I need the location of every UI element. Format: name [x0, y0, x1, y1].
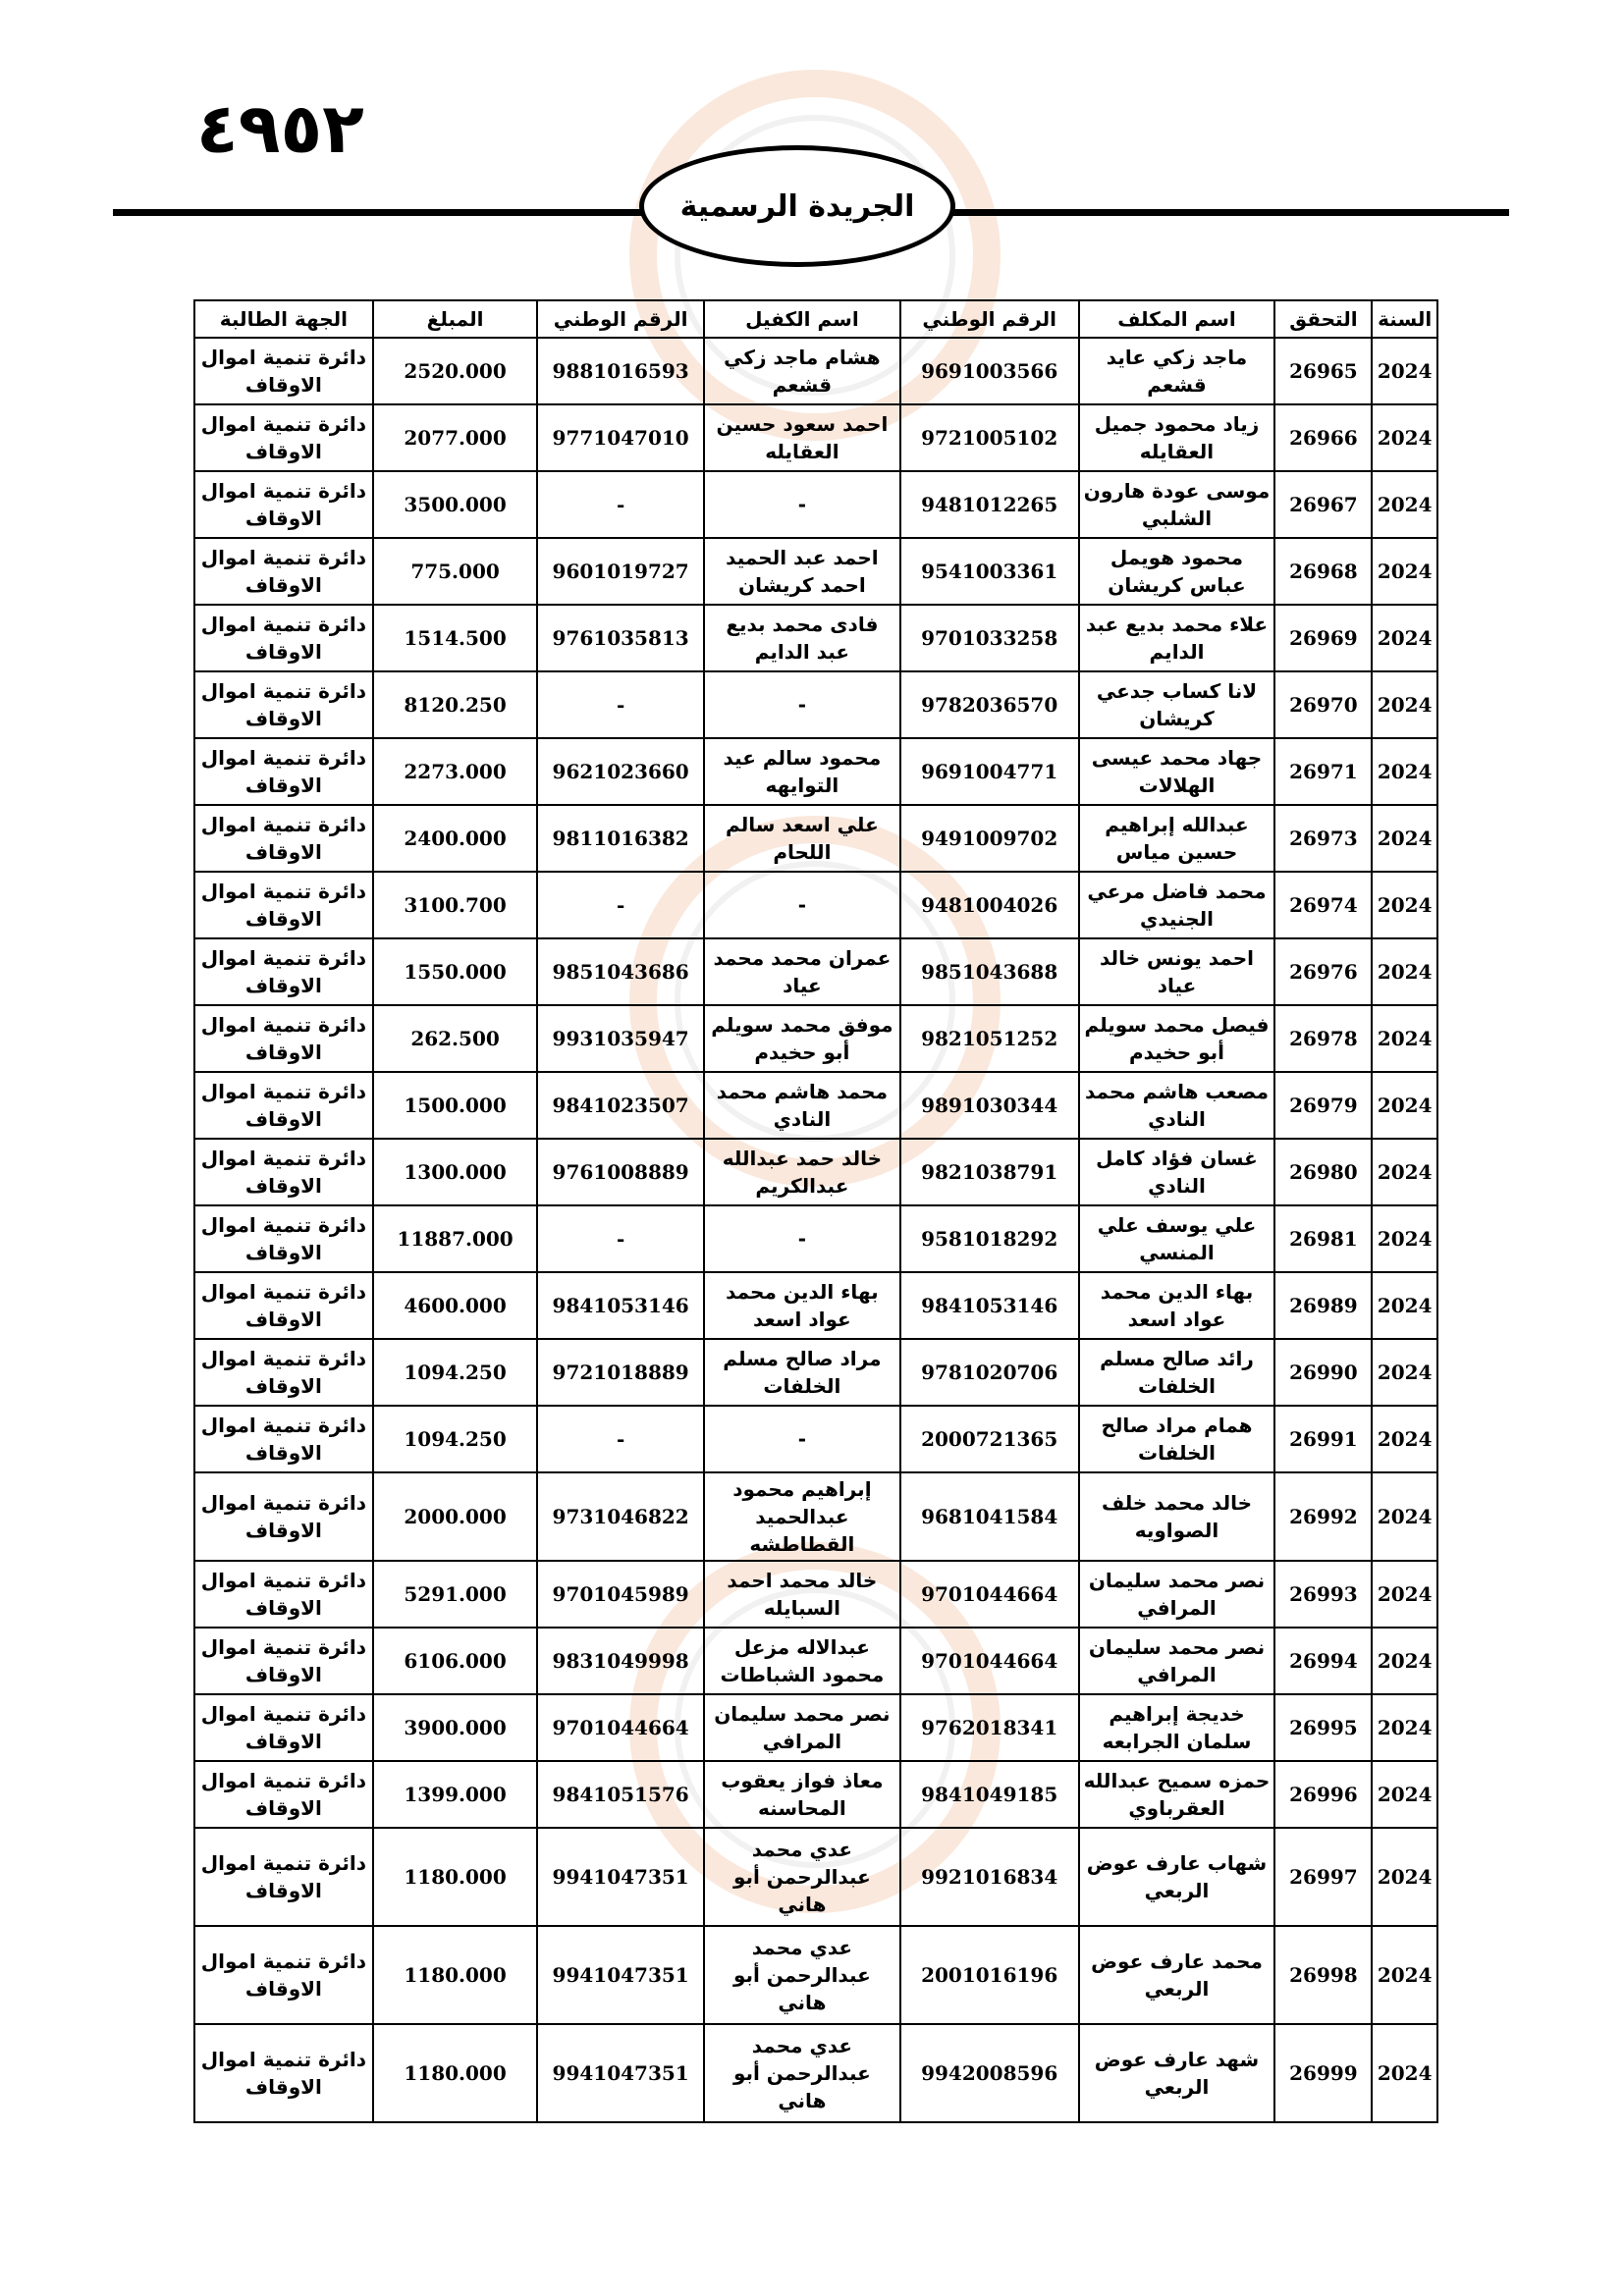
cell-check: 26980	[1274, 1139, 1372, 1205]
cell-year: 2024	[1372, 671, 1437, 738]
cell-name: شهاب عارف عوض الربعي	[1079, 1828, 1275, 1926]
cell-name: خديجة إبراهيم سلمان الجرابعه	[1079, 1694, 1275, 1761]
cell-check: 26995	[1274, 1694, 1372, 1761]
cell-name: محمد فاضل مرعي الجنيدي	[1079, 872, 1275, 938]
cell-name: احمد يونس خالد عياد	[1079, 938, 1275, 1005]
cell-year: 2024	[1372, 805, 1437, 872]
cell-department: دائرة تنمية اموال الاوقاف	[194, 1561, 373, 1628]
cell-year: 2024	[1372, 1339, 1437, 1406]
table-row	[194, 1339, 1437, 1406]
cell-guarantor: فادى محمد بديع عبد الدايم	[704, 605, 900, 671]
cell-year: 2024	[1372, 404, 1437, 471]
cell-national-id: 9701033258	[900, 605, 1079, 671]
cell-national-id: 9851043688	[900, 938, 1079, 1005]
cell-year: 2024	[1372, 538, 1437, 605]
cell-name: علاء محمد بديع عبد الدايم	[1079, 605, 1275, 671]
cell-national-id: 9921016834	[900, 1828, 1079, 1926]
cell-national-id: 9481012265	[900, 471, 1079, 538]
cell-guarantor: احمد سعود حسين العقايله	[704, 404, 900, 471]
cell-amount: 4600.000	[373, 1272, 538, 1339]
cell-year: 2024	[1372, 1472, 1437, 1561]
col-department: الجهة الطالبة	[194, 300, 373, 338]
cell-check: 26979	[1274, 1072, 1372, 1139]
cell-year: 2024	[1372, 1272, 1437, 1339]
cell-guarantor: بهاء الدين محمد عواد اسعد	[704, 1272, 900, 1339]
cell-department: دائرة تنمية اموال الاوقاف	[194, 1926, 373, 2024]
cell-check: 26971	[1274, 738, 1372, 805]
col-national-id: الرقم الوطني	[900, 300, 1079, 338]
cell-guarantor-id: 9841053146	[537, 1272, 704, 1339]
cell-check: 26994	[1274, 1628, 1372, 1694]
cell-year: 2024	[1372, 1828, 1437, 1926]
cell-department: دائرة تنمية اموال الاوقاف	[194, 2024, 373, 2122]
cell-amount: 6106.000	[373, 1628, 538, 1694]
cell-guarantor: مراد صالح مسلم الخلفات	[704, 1339, 900, 1406]
table-row	[194, 1005, 1437, 1072]
cell-amount: 1094.250	[373, 1339, 538, 1406]
table-row	[194, 338, 1437, 404]
cell-check: 26978	[1274, 1005, 1372, 1072]
cell-year: 2024	[1372, 338, 1437, 404]
cell-national-id: 9782036570	[900, 671, 1079, 738]
cell-guarantor: عمران محمد محمد عياد	[704, 938, 900, 1005]
table-row	[194, 1561, 1437, 1628]
cell-amount: 1094.250	[373, 1406, 538, 1472]
cell-guarantor-id: 9701045989	[537, 1561, 704, 1628]
cell-department: دائرة تنمية اموال الاوقاف	[194, 471, 373, 538]
col-year: السنة	[1372, 300, 1437, 338]
cell-name: نصر محمد سليمان المرافي	[1079, 1561, 1275, 1628]
cell-name: جهاد محمد عيسى الهلالات	[1079, 738, 1275, 805]
cell-national-id: 9821038791	[900, 1139, 1079, 1205]
cell-guarantor: -	[704, 1205, 900, 1272]
cell-year: 2024	[1372, 605, 1437, 671]
cell-name: مصعب هاشم محمد النادي	[1079, 1072, 1275, 1139]
cell-amount: 1399.000	[373, 1761, 538, 1828]
cell-guarantor-id: -	[537, 671, 704, 738]
cell-year: 2024	[1372, 1406, 1437, 1472]
cell-year: 2024	[1372, 938, 1437, 1005]
cell-check: 26990	[1274, 1339, 1372, 1406]
cell-national-id: 9581018292	[900, 1205, 1079, 1272]
cell-national-id: 9841049185	[900, 1761, 1079, 1828]
cell-guarantor: معاذ فواز يعقوب المحاسنه	[704, 1761, 900, 1828]
cell-guarantor-id: 9601019727	[537, 538, 704, 605]
table-row	[194, 1926, 1437, 2024]
cell-national-id: 9841053146	[900, 1272, 1079, 1339]
cell-guarantor: احمد عبد الحميد احمد كريشان	[704, 538, 900, 605]
cell-guarantor: محمود سالم عيد التوايهه	[704, 738, 900, 805]
cell-check: 26970	[1274, 671, 1372, 738]
cell-department: دائرة تنمية اموال الاوقاف	[194, 938, 373, 1005]
cell-check: 26974	[1274, 872, 1372, 938]
cell-department: دائرة تنمية اموال الاوقاف	[194, 1761, 373, 1828]
table-header-row	[194, 300, 1437, 338]
cell-guarantor-id: 9761008889	[537, 1139, 704, 1205]
cell-guarantor: -	[704, 671, 900, 738]
cell-national-id: 9821051252	[900, 1005, 1079, 1072]
cell-check: 26991	[1274, 1406, 1372, 1472]
cell-national-id: 9691004771	[900, 738, 1079, 805]
cell-name: محمود هويمل عباس كريشان	[1079, 538, 1275, 605]
cell-check: 26998	[1274, 1926, 1372, 2024]
cell-guarantor-id: 9621023660	[537, 738, 704, 805]
cell-guarantor-id: 9701044664	[537, 1694, 704, 1761]
cell-check: 26966	[1274, 404, 1372, 471]
cell-department: دائرة تنمية اموال الاوقاف	[194, 738, 373, 805]
cell-guarantor-id: 9731046822	[537, 1472, 704, 1561]
cell-national-id: 9481004026	[900, 872, 1079, 938]
cell-year: 2024	[1372, 738, 1437, 805]
cell-check: 26967	[1274, 471, 1372, 538]
cell-year: 2024	[1372, 1926, 1437, 2024]
cell-guarantor-id: -	[537, 1205, 704, 1272]
cell-department: دائرة تنمية اموال الاوقاف	[194, 1472, 373, 1561]
cell-department: دائرة تنمية اموال الاوقاف	[194, 1828, 373, 1926]
cell-department: دائرة تنمية اموال الاوقاف	[194, 538, 373, 605]
cell-check: 26981	[1274, 1205, 1372, 1272]
cell-amount: 2520.000	[373, 338, 538, 404]
cell-guarantor-id: 9941047351	[537, 1926, 704, 2024]
cell-department: دائرة تنمية اموال الاوقاف	[194, 1072, 373, 1139]
cell-check: 26992	[1274, 1472, 1372, 1561]
table-row	[194, 605, 1437, 671]
cell-amount: 3500.000	[373, 471, 538, 538]
cell-national-id: 9781020706	[900, 1339, 1079, 1406]
cell-department: دائرة تنمية اموال الاوقاف	[194, 1205, 373, 1272]
table-row	[194, 738, 1437, 805]
cell-year: 2024	[1372, 872, 1437, 938]
cell-national-id: 2000721365	[900, 1406, 1079, 1472]
cell-year: 2024	[1372, 1139, 1437, 1205]
cell-name: لانا كساب جدعي كريشان	[1079, 671, 1275, 738]
table-row	[194, 471, 1437, 538]
col-amount: المبلغ	[373, 300, 538, 338]
col-guarantor-id: الرقم الوطني	[537, 300, 704, 338]
table-row	[194, 1406, 1437, 1472]
cell-name: موسى عودة هارون الشلبي	[1079, 471, 1275, 538]
gazette-title: الجريدة الرسمية	[639, 145, 955, 267]
cell-amount: 2400.000	[373, 805, 538, 872]
cell-guarantor: عدي محمد عبدالرحمن أبو هاني	[704, 1926, 900, 2024]
cell-amount: 1300.000	[373, 1139, 538, 1205]
cell-guarantor-id: -	[537, 872, 704, 938]
cell-guarantor: -	[704, 471, 900, 538]
cell-name: فيصل محمد سويلم أبو حخيدم	[1079, 1005, 1275, 1072]
cell-department: دائرة تنمية اموال الاوقاف	[194, 1339, 373, 1406]
table-row	[194, 1139, 1437, 1205]
cell-guarantor: محمد هاشم محمد النادي	[704, 1072, 900, 1139]
table-row	[194, 1272, 1437, 1339]
cell-department: دائرة تنمية اموال الاوقاف	[194, 1005, 373, 1072]
cell-guarantor-id: 9941047351	[537, 1828, 704, 1926]
cell-national-id: 9491009702	[900, 805, 1079, 872]
cell-guarantor-id: -	[537, 471, 704, 538]
cell-national-id: 9942008596	[900, 2024, 1079, 2122]
cell-national-id: 9701044664	[900, 1628, 1079, 1694]
cell-amount: 3100.700	[373, 872, 538, 938]
cell-national-id: 2001016196	[900, 1926, 1079, 2024]
cell-name: علي يوسف علي المنسي	[1079, 1205, 1275, 1272]
cell-department: دائرة تنمية اموال الاوقاف	[194, 671, 373, 738]
table-row	[194, 938, 1437, 1005]
cell-guarantor: موفق محمد سويلم أبو حخيدم	[704, 1005, 900, 1072]
table-row	[194, 1072, 1437, 1139]
cell-year: 2024	[1372, 1628, 1437, 1694]
cell-name: نصر محمد سليمان المرافي	[1079, 1628, 1275, 1694]
page-number: ٤٩٥٢	[196, 88, 364, 169]
cell-guarantor-id: -	[537, 1406, 704, 1472]
table-row	[194, 671, 1437, 738]
cell-guarantor: علي اسعد سالم اللحام	[704, 805, 900, 872]
cell-national-id: 9762018341	[900, 1694, 1079, 1761]
cell-amount: 1514.500	[373, 605, 538, 671]
cell-department: دائرة تنمية اموال الاوقاف	[194, 1628, 373, 1694]
cell-amount: 5291.000	[373, 1561, 538, 1628]
cell-amount: 2077.000	[373, 404, 538, 471]
col-name: اسم المكلف	[1079, 300, 1275, 338]
cell-check: 26976	[1274, 938, 1372, 1005]
cell-amount: 2273.000	[373, 738, 538, 805]
cell-amount: 775.000	[373, 538, 538, 605]
cell-check: 26989	[1274, 1272, 1372, 1339]
cell-department: دائرة تنمية اموال الاوقاف	[194, 605, 373, 671]
cell-year: 2024	[1372, 2024, 1437, 2122]
cell-year: 2024	[1372, 1005, 1437, 1072]
cell-name: حمزه سميح عبدالله العقرباوي	[1079, 1761, 1275, 1828]
cell-department: دائرة تنمية اموال الاوقاف	[194, 1139, 373, 1205]
cell-amount: 3900.000	[373, 1694, 538, 1761]
cell-check: 26999	[1274, 2024, 1372, 2122]
table-row	[194, 805, 1437, 872]
table-row	[194, 1694, 1437, 1761]
cell-check: 26993	[1274, 1561, 1372, 1628]
cell-name: محمد عارف عوض الربعي	[1079, 1926, 1275, 2024]
cell-guarantor-id: 9811016382	[537, 805, 704, 872]
cell-national-id: 9721005102	[900, 404, 1079, 471]
cell-national-id: 9891030344	[900, 1072, 1079, 1139]
cell-amount: 1500.000	[373, 1072, 538, 1139]
cell-guarantor: عبدالاله مزعل محمود الشباطات	[704, 1628, 900, 1694]
cell-year: 2024	[1372, 1761, 1437, 1828]
cell-name: ماجد زكي عايد قشعم	[1079, 338, 1275, 404]
cell-guarantor-id: 9841023507	[537, 1072, 704, 1139]
cell-amount: 1180.000	[373, 1828, 538, 1926]
cell-guarantor-id: 9721018889	[537, 1339, 704, 1406]
cell-amount: 1550.000	[373, 938, 538, 1005]
col-guarantor: اسم الكفيل	[704, 300, 900, 338]
cell-name: غسان فؤاد كامل النادي	[1079, 1139, 1275, 1205]
table-row	[194, 1205, 1437, 1272]
table-row	[194, 404, 1437, 471]
cell-national-id: 9701044664	[900, 1561, 1079, 1628]
cell-national-id: 9681041584	[900, 1472, 1079, 1561]
cell-year: 2024	[1372, 471, 1437, 538]
table-row	[194, 1828, 1437, 1926]
cell-department: دائرة تنمية اموال الاوقاف	[194, 805, 373, 872]
cell-year: 2024	[1372, 1561, 1437, 1628]
cell-amount: 2000.000	[373, 1472, 538, 1561]
cell-guarantor-id: 9761035813	[537, 605, 704, 671]
cell-guarantor: إبراهيم محمود عبدالحميد القطاطشه	[704, 1472, 900, 1561]
cell-check: 26969	[1274, 605, 1372, 671]
cell-check: 26973	[1274, 805, 1372, 872]
table-row	[194, 1761, 1437, 1828]
cell-year: 2024	[1372, 1694, 1437, 1761]
cell-department: دائرة تنمية اموال الاوقاف	[194, 1272, 373, 1339]
cell-amount: 1180.000	[373, 2024, 538, 2122]
cell-department: دائرة تنمية اموال الاوقاف	[194, 1694, 373, 1761]
cell-guarantor: هشام ماجد زكي قشعم	[704, 338, 900, 404]
cell-guarantor-id: 9851043686	[537, 938, 704, 1005]
cell-department: دائرة تنمية اموال الاوقاف	[194, 404, 373, 471]
cell-check: 26997	[1274, 1828, 1372, 1926]
cell-guarantor-id: 9841051576	[537, 1761, 704, 1828]
table-row	[194, 538, 1437, 605]
cell-guarantor-id: 9831049998	[537, 1628, 704, 1694]
cell-name: همام مراد صالح الخلفات	[1079, 1406, 1275, 1472]
cell-name: خالد محمد خلف الصواويه	[1079, 1472, 1275, 1561]
cell-guarantor-id: 9771047010	[537, 404, 704, 471]
col-check: التحقق	[1274, 300, 1372, 338]
cell-check: 26996	[1274, 1761, 1372, 1828]
cell-amount: 11887.000	[373, 1205, 538, 1272]
cell-guarantor: خالد محمد احمد السبايله	[704, 1561, 900, 1628]
cell-national-id: 9691003566	[900, 338, 1079, 404]
table-row	[194, 1628, 1437, 1694]
cell-amount: 1180.000	[373, 1926, 538, 2024]
table-row	[194, 1472, 1437, 1561]
table-row	[194, 2024, 1437, 2122]
cell-amount: 262.500	[373, 1005, 538, 1072]
cell-check: 26968	[1274, 538, 1372, 605]
cell-year: 2024	[1372, 1205, 1437, 1272]
cell-national-id: 9541003361	[900, 538, 1079, 605]
cell-guarantor: عدي محمد عبدالرحمن أبو هاني	[704, 1828, 900, 1926]
cell-guarantor: نصر محمد سليمان المرافي	[704, 1694, 900, 1761]
cell-guarantor-id: 9941047351	[537, 2024, 704, 2122]
cell-department: دائرة تنمية اموال الاوقاف	[194, 872, 373, 938]
cell-check: 26965	[1274, 338, 1372, 404]
cell-guarantor: خالد حمد عبدالله عبدالكريم	[704, 1139, 900, 1205]
cell-department: دائرة تنمية اموال الاوقاف	[194, 338, 373, 404]
cell-guarantor-id: 9931035947	[537, 1005, 704, 1072]
cell-guarantor: -	[704, 1406, 900, 1472]
cell-name: شهد عارف عوض الربعي	[1079, 2024, 1275, 2122]
table-row	[194, 872, 1437, 938]
cell-amount: 8120.250	[373, 671, 538, 738]
cell-department: دائرة تنمية اموال الاوقاف	[194, 1406, 373, 1472]
cell-name: عبدالله إبراهيم حسين مياس	[1079, 805, 1275, 872]
cell-name: بهاء الدين محمد عواد اسعد	[1079, 1272, 1275, 1339]
cell-year: 2024	[1372, 1072, 1437, 1139]
records-table	[193, 299, 1438, 2123]
cell-guarantor-id: 9881016593	[537, 338, 704, 404]
cell-name: زياد محمود جميل العقايله	[1079, 404, 1275, 471]
cell-guarantor: -	[704, 872, 900, 938]
cell-guarantor: عدي محمد عبدالرحمن أبو هاني	[704, 2024, 900, 2122]
cell-name: رائد صالح مسلم الخلفات	[1079, 1339, 1275, 1406]
